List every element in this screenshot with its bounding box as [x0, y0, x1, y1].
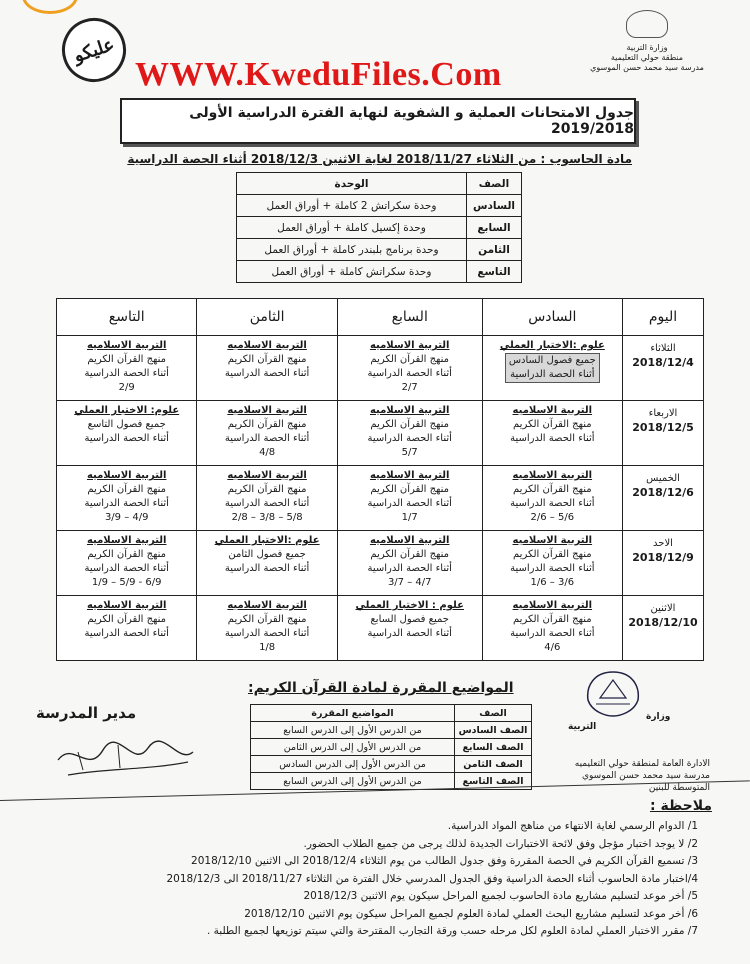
ministry-emblem-icon	[582, 668, 644, 720]
grade-cell: الصف السابع	[455, 739, 532, 756]
exam-subject: التربية الاسلاميه	[86, 470, 167, 481]
exam-detail: أثناء الحصة الدراسية	[367, 498, 452, 509]
exam-subject: علوم : الاختبار العملي	[355, 600, 464, 611]
exam-subject: التربية الاسلاميه	[369, 470, 450, 481]
day-cell	[623, 336, 704, 401]
page-title: جدول الامتحانات العملية و الشفوية لنهاية الفترة الدراسية الأولى 2019/2018	[120, 98, 636, 144]
note-item: 7/ مقرر الاختبار العملي لمادة العلوم لكل مرحله حسب ورقة التجارب المقترحة والتي سيتم توزيعها لجميع الطلبة .	[206, 925, 698, 937]
note-item: 3/ تسميع القرآن الكريم في الحصة المقررة وفق جدول الطالب من يوم الثلاثاء 2018/12/4 الى الاثنين 2018/12/10	[191, 855, 698, 867]
exam-subject: التربية الاسلاميه	[227, 405, 307, 416]
exam-cell	[482, 531, 622, 596]
day-name: الاثنين	[650, 603, 676, 614]
note-item: 5/ أخر موعد لتسليم مشاريع مادة الحاسوب لجميع المراحل سيكون يوم الاثنين 2018/12/3	[303, 890, 698, 902]
exam-class-sections: 5/6 – 2/6	[530, 512, 575, 523]
topics-cell: من الدرس الأول إلى الدرس السابع	[251, 773, 455, 790]
ministry-line: منطقة حولي التعليمية	[610, 53, 684, 62]
notes-heading: ملاحظة :	[650, 798, 712, 814]
exam-detail: منهج القرآن الكريم	[370, 419, 450, 430]
exam-detail: أثناء الحصة الدراسية	[224, 368, 310, 379]
exam-cell	[197, 401, 337, 466]
day-date: 2018/12/10	[628, 616, 698, 629]
exam-cell	[57, 596, 197, 661]
table-row	[237, 217, 522, 239]
schedule-row	[57, 596, 704, 661]
exam-cell	[197, 466, 337, 531]
grade-cell: السابع	[467, 217, 522, 239]
exam-detail: أثناء الحصة الدراسية	[367, 368, 452, 379]
exam-detail: منهج القرآن الكريم	[227, 354, 307, 365]
exam-cell	[482, 336, 622, 401]
exam-subject: علوم :الاختبار العملي	[214, 535, 320, 546]
exam-detail: منهج القرآن الكريم	[87, 614, 167, 625]
exam-detail: أثناء الحصة الدراسية	[224, 563, 310, 574]
quran-heading: المواضيع المقررة لمادة القرآن الكريم:	[248, 680, 514, 696]
exam-subject: التربية الاسلاميه	[369, 535, 450, 546]
unit-cell: وحدة سكراتش كاملة + أوراق العمل	[237, 261, 467, 283]
exam-detail: أثناء الحصة الدراسية	[224, 498, 310, 509]
schedule-row	[57, 401, 704, 466]
exam-subject: التربية الاسلاميه	[512, 600, 593, 611]
day-name: الخميس	[646, 473, 680, 484]
quran-topics-table	[250, 704, 532, 790]
edu-line: المتوسطة للبنين	[648, 783, 710, 793]
exam-detail: منهج القرآن الكريم	[513, 614, 592, 625]
edu-district-lines	[560, 758, 710, 794]
exam-detail: منهج القرآن الكريم	[513, 419, 592, 430]
edu-line: مدرسة سيد محمد حسن الموسوي	[581, 771, 710, 781]
table-row	[237, 239, 522, 261]
exam-detail: جميع فصول السادس	[508, 355, 596, 366]
exam-detail: أثناء الحصة الدراسية	[367, 563, 452, 574]
exam-class-sections: 5/7	[401, 447, 418, 458]
edu-line: الادارة العامة لمنطقة حولي التعليميه	[574, 759, 710, 769]
exam-cell	[337, 336, 482, 401]
exam-class-sections: 2/7	[401, 382, 418, 393]
header-grade-7: السابع	[337, 299, 482, 336]
exam-class-sections: 4/7 – 3/7	[387, 577, 432, 588]
note-item: 6/ أخر موعد لتسليم مشاريع البحث العملي لمادة العلوم لجميع المراحل سيكون يوم الاثنين 2018/12/10	[244, 907, 698, 920]
col-topics-header: المواضيع المقررة	[251, 705, 455, 722]
exam-cell	[337, 531, 482, 596]
exam-subject: التربية الاسلاميه	[227, 600, 307, 611]
header-day: اليوم	[623, 299, 704, 336]
watermark-url[interactable]: WWW.KweduFiles.Com	[135, 56, 502, 93]
exam-cell	[57, 336, 197, 401]
exam-detail: منهج القرآن الكريم	[513, 549, 592, 560]
topics-cell: من الدرس الأول إلى الدرس الثامن	[251, 739, 455, 756]
header-grade-9: التاسع	[57, 299, 197, 336]
exam-subject: التربية الاسلاميه	[512, 535, 593, 546]
exam-detail: أثناء الحصة الدراسية	[367, 628, 452, 639]
exam-detail: أثناء الحصة الدراسية	[84, 368, 169, 379]
exam-detail: أثناء الحصة الدراسية	[510, 498, 595, 509]
exam-detail: جميع فصول التاسع	[87, 419, 166, 430]
exam-detail: أثناء الحصة الدراسية	[84, 498, 169, 509]
schedule-row	[57, 336, 704, 401]
col-grade-header: الصف	[467, 173, 522, 195]
note-item: 1/ الدوام الرسمي لغاية الانتهاء من مناهج المواد الدراسية.	[447, 820, 698, 832]
table-row	[237, 261, 522, 283]
exam-cell	[337, 401, 482, 466]
exam-class-sections: 4/8	[259, 447, 276, 458]
emblem-word: التربية	[568, 722, 597, 732]
grade-cell: الصف التاسع	[455, 773, 532, 790]
exam-detail: منهج القرآن الكريم	[87, 549, 167, 560]
exam-class-sections: 4/9 – 3/9	[104, 512, 149, 523]
col-unit-header: الوحدة	[237, 173, 467, 195]
exam-subject: التربية الاسلاميه	[86, 535, 167, 546]
exam-class-sections: 1/8	[259, 642, 276, 653]
schedule-row	[57, 531, 704, 596]
notes-list	[78, 818, 698, 941]
exam-cell	[482, 466, 622, 531]
exam-class-sections: 6/9 - 5/9 – 1/9	[91, 577, 162, 588]
day-name: الاربعاء	[648, 408, 678, 419]
exam-detail: جميع فصول الثامن	[228, 549, 306, 560]
exam-detail: منهج القرآن الكريم	[227, 484, 307, 495]
note-item: 2/ لا يوجد اختبار مؤجل وفق لائحة الاختبارات الجديدة لذلك يرجى من جميع الطلاب الحضور.	[303, 837, 698, 850]
exam-class-sections: 3/6 – 1/6	[530, 577, 575, 588]
unit-cell: وحدة برنامج بلبندر كاملة + أوراق العمل	[237, 239, 467, 261]
table-row	[251, 739, 532, 756]
header-grade-6: السادس	[482, 299, 622, 336]
exam-detail: أثناء الحصة الدراسية	[84, 433, 169, 444]
exam-detail: أثناء الحصة الدراسية	[510, 369, 595, 380]
exam-cell	[337, 466, 482, 531]
emblem-word: وزارة	[646, 712, 671, 722]
signature-icon	[48, 730, 198, 790]
exam-cell	[197, 596, 337, 661]
ministry-line: وزارة التربية	[626, 43, 668, 52]
table-row	[251, 722, 532, 739]
exam-cell	[57, 401, 197, 466]
exam-schedule-table	[56, 298, 704, 661]
grade-cell: الصف الثامن	[455, 756, 532, 773]
exam-detail: أثناء الحصة الدراسية	[510, 563, 595, 574]
computer-units-table	[236, 172, 522, 283]
exam-detail: أثناء الحصة الدراسية	[367, 433, 452, 444]
exam-detail: أثناء الحصة الدراسية	[84, 628, 169, 639]
grade-cell: التاسع	[467, 261, 522, 283]
orange-logo-arc	[22, 0, 78, 14]
exam-detail: أثناء الحصة الدراسية	[510, 433, 595, 444]
header-grade-8: الثامن	[197, 299, 337, 336]
exam-cell	[57, 466, 197, 531]
exam-detail: منهج القرآن الكريم	[227, 419, 307, 430]
topics-cell: من الدرس الأول إلى الدرس السابع	[251, 722, 455, 739]
day-date: 2018/12/9	[632, 551, 694, 564]
table-row	[237, 195, 522, 217]
exam-subject: التربية الاسلاميه	[86, 340, 167, 351]
grade-cell: السادس	[467, 195, 522, 217]
exam-subject: علوم: الاختبار العملي	[74, 405, 180, 416]
col-grade-header: الصف	[455, 705, 532, 722]
day-date: 2018/12/5	[632, 421, 694, 434]
exam-cell	[57, 531, 197, 596]
day-date: 2018/12/4	[632, 356, 694, 369]
stamp-logo: عليكو	[54, 10, 135, 91]
unit-cell: وحدة سكراتش 2 كاملة + أوراق العمل	[237, 195, 467, 217]
exam-subject: التربية الاسلاميه	[369, 405, 450, 416]
exam-subject: التربية الاسلاميه	[512, 405, 593, 416]
exam-detail: منهج القرآن الكريم	[513, 484, 592, 495]
day-cell	[623, 401, 704, 466]
exam-class-sections: 4/6	[544, 642, 561, 653]
exam-subject: التربية الاسلاميه	[86, 600, 167, 611]
grade-cell: الثامن	[467, 239, 522, 261]
unit-cell: وحدة إكسيل كاملة + أوراق العمل	[237, 217, 467, 239]
exam-detail: أثناء الحصة الدراسية	[224, 628, 310, 639]
exam-cell	[482, 596, 622, 661]
exam-class-sections: 5/8 – 3/8 – 2/8	[231, 512, 303, 523]
schedule-row	[57, 466, 704, 531]
exam-detail: أثناء الحصة الدراسية	[224, 433, 310, 444]
exam-detail: جميع فصول السابع	[370, 614, 449, 625]
day-name: الثلاثاء	[650, 343, 676, 354]
exam-detail: منهج القرآن الكريم	[87, 484, 167, 495]
exam-class-sections: 2/9	[118, 382, 135, 393]
computer-heading: مادة الحاسوب : من الثلاثاء 2018/11/27 لغاية الاثنين 2018/12/3 أثناء الحصة الدراسية	[127, 152, 632, 166]
table-row	[251, 756, 532, 773]
exam-cell	[337, 596, 482, 661]
exam-detail: منهج القرآن الكريم	[370, 484, 450, 495]
day-cell	[623, 596, 704, 661]
day-name: الاحد	[653, 538, 673, 549]
ministry-header	[582, 10, 712, 73]
topics-cell: من الدرس الأول إلى الدرس السادس	[251, 756, 455, 773]
note-item: 4/اختبار مادة الحاسوب أثناء الحصة الدراسية وفق الجدول المدرسي خلال الفترة من الثلاثاء 2018/11/27 الى 2018/12/3	[166, 872, 698, 885]
day-cell	[623, 531, 704, 596]
exam-subject: التربية الاسلاميه	[227, 470, 307, 481]
ministry-line: مدرسة سيد محمد حسن الموسوي	[590, 63, 704, 72]
school-manager-label: مدير المدرسة	[36, 704, 137, 722]
emblem-icon	[626, 10, 668, 38]
day-cell	[623, 466, 704, 531]
exam-detail: منهج القرآن الكريم	[87, 354, 167, 365]
exam-subject: التربية الاسلاميه	[227, 340, 307, 351]
exam-detail: أثناء الحصة الدراسية	[510, 628, 595, 639]
exam-detail: منهج القرآن الكريم	[227, 614, 307, 625]
exam-detail: منهج القرآن الكريم	[370, 354, 450, 365]
exam-cell	[197, 531, 337, 596]
exam-subject: علوم :الاختبار العملي	[499, 340, 605, 351]
exam-subject: التربية الاسلاميه	[512, 470, 593, 481]
exam-class-sections: 1/7	[401, 512, 418, 523]
exam-detail: أثناء الحصة الدراسية	[84, 563, 169, 574]
exam-detail: منهج القرآن الكريم	[370, 549, 450, 560]
exam-subject: التربية الاسلاميه	[369, 340, 450, 351]
day-date: 2018/12/6	[632, 486, 694, 499]
grade-cell: الصف السادس	[455, 722, 532, 739]
exam-cell	[482, 401, 622, 466]
exam-cell	[197, 336, 337, 401]
